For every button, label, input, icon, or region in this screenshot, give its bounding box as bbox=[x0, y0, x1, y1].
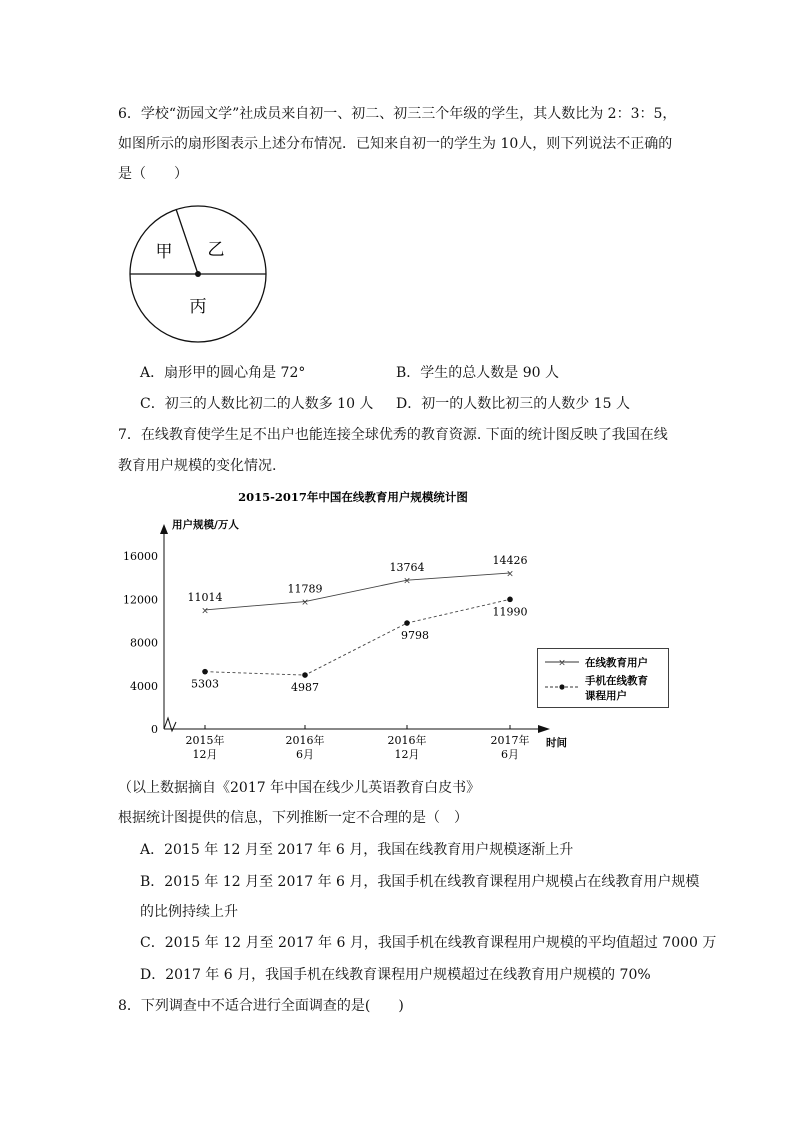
q6-line-1: 6．学校“沥园文学”社成员来自初一、初二、初三三个年级的学生，其人数比为 2：3：5， bbox=[118, 106, 677, 122]
q7-question: 根据统计图提供的信息，下列推断一定不合理的是（ ） bbox=[118, 810, 468, 826]
pie-chart bbox=[118, 194, 278, 354]
q6-option-a: A．扇形甲的圆心角是 72° bbox=[140, 365, 306, 381]
pie-center-dot bbox=[195, 271, 201, 277]
data-point-mobile bbox=[404, 620, 410, 626]
legend-label-online: 在线教育用户 bbox=[585, 657, 648, 669]
data-label-mobile: 11990 bbox=[492, 605, 528, 619]
data-point-online: × bbox=[403, 576, 411, 587]
data-label-online: 13764 bbox=[389, 561, 425, 575]
legend-marker-online: × bbox=[558, 658, 566, 669]
chart-title: 2015-2017年中国在线教育用户规模统计图 bbox=[238, 490, 468, 504]
q7-option-a: A．2015 年 12 月至 2017 年 6 月，我国在线教育用户规模逐渐上升 bbox=[140, 842, 574, 858]
series-line-online bbox=[205, 573, 510, 610]
y-axis-label: 用户规模/万人 bbox=[172, 519, 239, 531]
q6-line-3: 是（ ） bbox=[118, 166, 188, 182]
x-tick-label-month: 6月 bbox=[296, 748, 314, 761]
x-axis-label: 时间 bbox=[546, 737, 567, 749]
x-axis-arrow bbox=[538, 725, 550, 733]
series-line-mobile bbox=[205, 599, 510, 675]
data-label-online: 11789 bbox=[287, 582, 323, 596]
y-tick-label: 4000 bbox=[130, 679, 158, 693]
q7-line-2: 教育用户规模的变化情况. bbox=[118, 458, 277, 474]
y-tick-label: 12000 bbox=[123, 593, 158, 607]
y-tick-label: 0 bbox=[151, 723, 158, 736]
data-label-mobile: 9798 bbox=[401, 629, 429, 643]
q7-option-b-line-2: 的比例持续上升 bbox=[140, 904, 238, 920]
data-point-online: × bbox=[301, 598, 309, 609]
x-tick-label-year: 2015年 bbox=[185, 734, 225, 747]
x-tick-label-year: 2016年 bbox=[285, 734, 325, 747]
x-tick-label-year: 2017年 bbox=[490, 734, 530, 747]
data-label-mobile: 4987 bbox=[291, 681, 319, 695]
pie-radius bbox=[176, 209, 198, 274]
legend bbox=[537, 648, 669, 708]
y-tick-label: 16000 bbox=[123, 550, 158, 563]
pie-label-bing: 丙 bbox=[189, 297, 207, 317]
data-label-online: 14426 bbox=[492, 554, 528, 568]
legend-marker-mobile bbox=[559, 684, 564, 689]
data-point-mobile bbox=[302, 672, 308, 678]
q7-option-b-line-1: B．2015 年 12 月至 2017 年 6 月，我国手机在线教育课程用户规模占在线教育用户规模 bbox=[140, 874, 700, 890]
x-tick-label-month: 6月 bbox=[501, 748, 519, 761]
pie-label-yi: 乙 bbox=[207, 240, 225, 260]
q7-option-d: D．2017 年 6 月，我国手机在线教育课程用户规模超过在线教育用户规模的 70% bbox=[140, 967, 651, 983]
legend-label-mobile-2: 课程用户 bbox=[585, 690, 627, 702]
x-tick-label-month: 12月 bbox=[394, 748, 420, 761]
q7-line-1: 7．在线教育使学生足不出户也能连接全球优秀的教育资源. 下面的统计图反映了我国在线 bbox=[118, 427, 668, 443]
q7-source: （以上数据摘自《2017 年中国在线少儿英语教育白皮书》 bbox=[118, 780, 481, 796]
x-tick-label-year: 2016年 bbox=[387, 734, 427, 747]
q6-option-b: B．学生的总人数是 90 人 bbox=[396, 365, 560, 381]
data-point-online: × bbox=[506, 569, 514, 580]
q7-option-c: C．2015 年 12 月至 2017 年 6 月，我国手机在线教育课程用户规模的平均值超过 7000 万 bbox=[140, 935, 717, 951]
pie-label-jia: 甲 bbox=[155, 242, 173, 262]
q6-option-c: C．初三的人数比初二的人数多 10 人 bbox=[140, 396, 374, 412]
data-label-online: 11014 bbox=[187, 590, 223, 604]
data-label-mobile: 5303 bbox=[191, 677, 219, 691]
y-axis-arrow bbox=[160, 524, 168, 534]
data-point-online: × bbox=[201, 606, 209, 617]
q8-line: 8．下列调查中不适合进行全面调查的是( ) bbox=[118, 998, 404, 1014]
data-point-mobile bbox=[507, 597, 513, 603]
data-point-mobile bbox=[202, 669, 208, 675]
legend-label-mobile-1: 手机在线教育 bbox=[585, 675, 648, 687]
q6-line-2: 如图所示的扇形图表示上述分布情况．已知来自初一的学生为 10人，则下列说法不正确的 bbox=[118, 136, 673, 152]
line-chart bbox=[118, 486, 588, 766]
x-tick-label-month: 12月 bbox=[192, 748, 218, 761]
y-tick-label: 8000 bbox=[130, 636, 158, 650]
q6-option-d: D．初一的人数比初三的人数少 15 人 bbox=[396, 396, 630, 412]
